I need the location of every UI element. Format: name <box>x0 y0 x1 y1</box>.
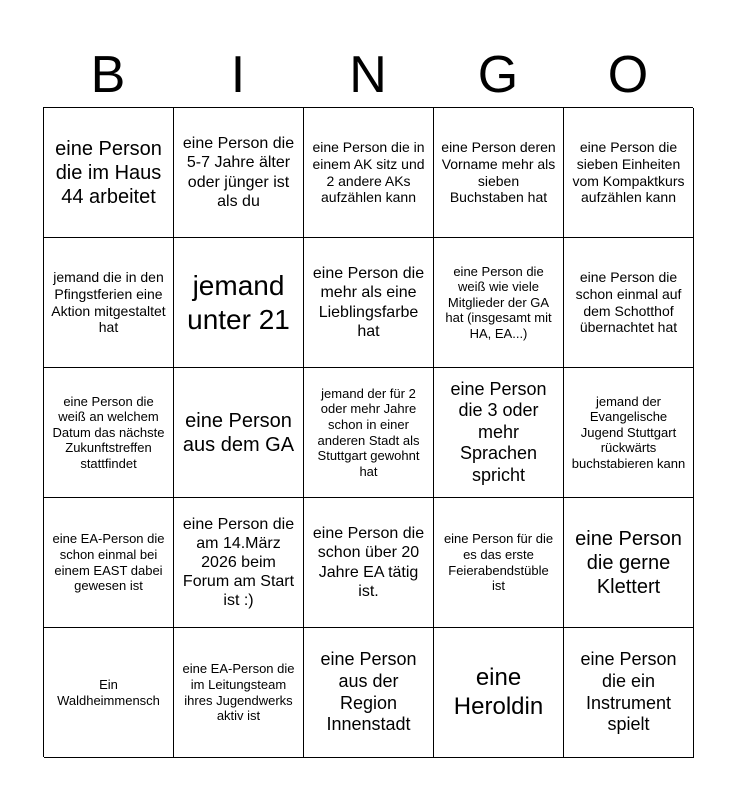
cell-text: eine Person die weiß an welchem Datum das nächste Zukunftstreffen stattfindet <box>52 393 165 471</box>
bingo-cell[interactable] <box>304 368 434 498</box>
bingo-cell[interactable] <box>174 108 304 238</box>
cell-text: eine Person deren Vorname mehr als sieben Buchstaben hat <box>441 138 556 206</box>
cell-text: eine EA-Person die schon einmal bei einem EAST dabei gewesen ist <box>52 531 165 594</box>
cell-text: eine Person aus der Region Innenstadt <box>320 649 417 735</box>
header-letter-i: I <box>230 46 246 104</box>
bingo-cell[interactable] <box>434 498 564 628</box>
bingo-cell[interactable] <box>434 628 564 758</box>
cell-text: jemand der Evangelische Jugend Stuttgart rückwärts buchstabieren kann <box>571 393 686 471</box>
bingo-cell[interactable] <box>44 108 174 238</box>
cell-text: eine Person die im Haus 44 arbeitet <box>55 137 162 208</box>
cell-text: eine Person die ein Instrument spielt <box>580 649 677 735</box>
cell-text: eine Person die 3 oder mehr Sprachen spricht <box>450 378 547 485</box>
header-letter-g: G <box>477 46 519 104</box>
cell-text: eine Person die in einem AK sitz und 2 andere AKs aufzählen kann <box>312 138 425 206</box>
bingo-cell[interactable] <box>434 368 564 498</box>
cell-text: eine Person die weiß wie viele Mitglieder der GA hat (insgesamt mit HA, EA...) <box>445 263 552 341</box>
bingo-cell[interactable] <box>564 108 694 238</box>
cell-text: eine Person die mehr als eine Lieblingsfarbe hat <box>312 265 425 340</box>
cell-text: eine Person für die es das erste Feierabendstüble ist <box>443 531 554 594</box>
cell-text: eine Person die schon einmal auf dem Schotthof übernachtet hat <box>575 268 682 336</box>
header-letter-o: O <box>607 46 649 104</box>
cell-text: Ein Waldheimmensch <box>57 676 160 708</box>
bingo-cell[interactable] <box>434 238 564 368</box>
cell-text: jemand der für 2 oder mehr Jahre schon in einer anderen Stadt als Stuttgart gewohnt hat <box>317 385 420 479</box>
cell-text: eine Heroldin <box>453 663 544 720</box>
cell-text: eine EA-Person die im Leitungsteam ihres Jugendwerks aktiv ist <box>182 661 295 724</box>
bingo-cell[interactable] <box>304 498 434 628</box>
bingo-cell[interactable] <box>564 498 694 628</box>
cell-text: eine Person aus dem GA <box>182 409 295 456</box>
bingo-cell[interactable] <box>304 238 434 368</box>
bingo-cell[interactable] <box>304 108 434 238</box>
bingo-header <box>43 44 693 106</box>
cell-text: eine Person die sieben Einheiten vom Kompaktkurs aufzählen kann <box>572 138 685 206</box>
cell-text: eine Person die schon über 20 Jahre EA tätig ist. <box>312 525 425 600</box>
cell-text: jemand unter 21 <box>187 269 290 335</box>
bingo-cell[interactable] <box>44 498 174 628</box>
bingo-cell[interactable] <box>564 238 694 368</box>
bingo-cell[interactable] <box>174 498 304 628</box>
cell-text: eine Person die 5-7 Jahre älter oder jünger ist als du <box>182 135 295 210</box>
bingo-cell[interactable] <box>174 368 304 498</box>
bingo-cell[interactable] <box>174 628 304 758</box>
cell-text: eine Person die gerne Klettert <box>575 527 682 598</box>
bingo-cell[interactable] <box>174 238 304 368</box>
bingo-cell[interactable] <box>44 368 174 498</box>
cell-text: eine Person die am 14.März 2026 beim Forum am Start ist :) <box>182 515 295 610</box>
bingo-cell[interactable] <box>434 108 564 238</box>
header-letter-n: N <box>349 46 387 104</box>
bingo-cell[interactable] <box>564 628 694 758</box>
bingo-cell[interactable] <box>44 238 174 368</box>
bingo-grid <box>43 107 693 757</box>
bingo-cell[interactable] <box>564 368 694 498</box>
header-letter-b: B <box>90 46 126 104</box>
bingo-cell[interactable] <box>304 628 434 758</box>
bingo-cell[interactable] <box>44 628 174 758</box>
cell-text: jemand die in den Pfingstferien eine Aktion mitgestaltet hat <box>51 268 166 336</box>
